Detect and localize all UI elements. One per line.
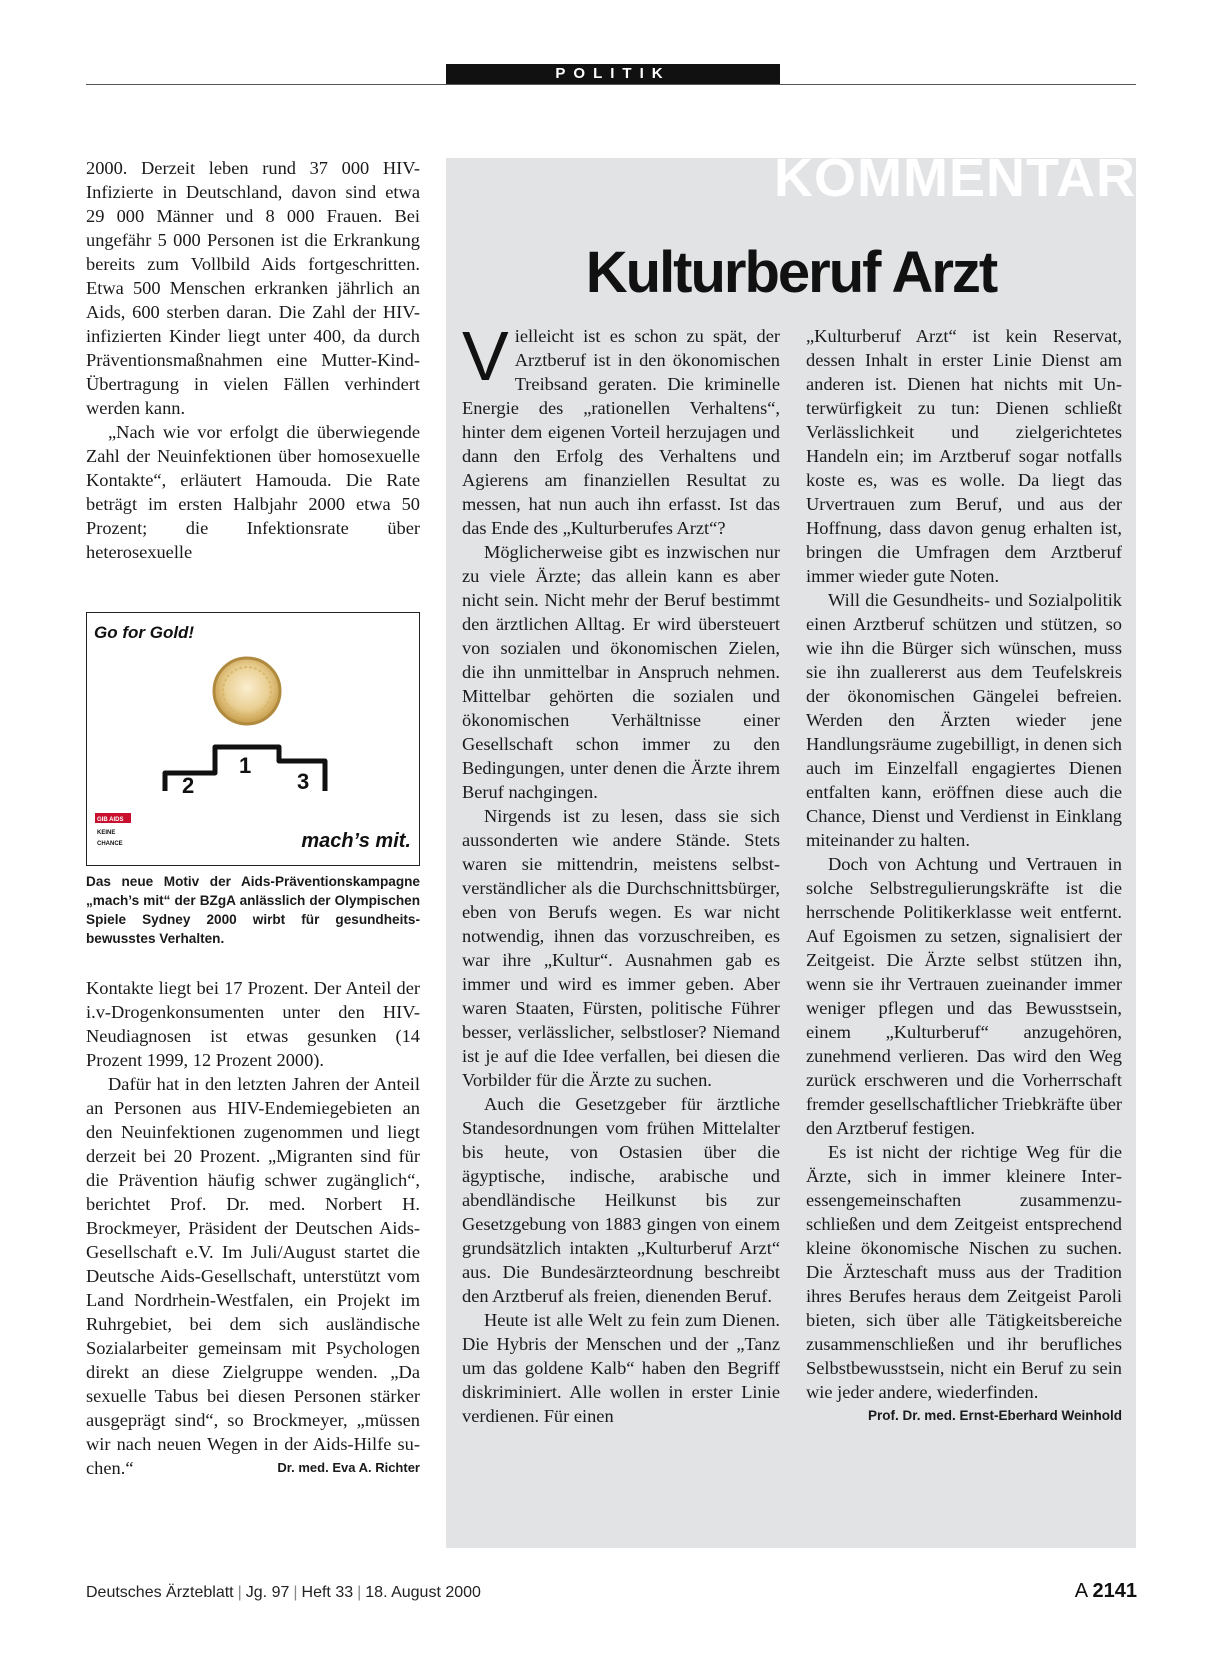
figure-slogan: mach’s mit. [301, 830, 411, 852]
paragraph: Möglicherweise gibt es inzwischen nur zu viele Ärzte; das allein kann es aber nicht sein. Nicht mehr der Beruf bestimmt den ärztlichen Alltag. Er wird übersteuert von sozialen und ökonomischen Zielen, die ihn unmittelbar in Anspruch nehmen. Mittelbar gehörten die sozialen und ökonomischen Verhältnisse einer Gesellschaft schon immer zu den Bedingungen, unter denen die Ärzte ihrem Beruf nachgingen. [462, 542, 780, 802]
left-column-bottom [86, 976, 420, 1480]
figure-caption: Das neue Motiv der Aids-Präventionskampagne „mach’s mit“ der BZgA anlässlich der Olympischen Spiele Sydney 2000 wirbt für gesundheitsbewusstes Verhalten. [86, 874, 420, 946]
journal-name: Deutsches Ärzteblatt [86, 1584, 234, 1601]
drop-cap: V [462, 317, 509, 395]
paragraph: „Nach wie vor erfolgt die überwiegende Zahl der Neuinfektionen über homosexuelle Kontakte“, erläutert Hamouda. Die Rate beträgt im ersten Halbjahr 2000 etwa 50 Prozent; die Infektionsrate über heterosexuelle [86, 422, 420, 562]
logo-line: CHANCE [97, 841, 123, 847]
section-label: POLITIK [446, 64, 780, 84]
page-number [1075, 1580, 1137, 1603]
paragraph: Doch von Achtung und Vertrauen in solche Selbstregulierungskräfte ist die herrschende Politikerklasse weit entfernt. Auf Egoismen zu setzen, signalisiert der Zeitgeist. Die Ärzte selbst stützen ihn, wenn sie ihr Vertrauen zueinander immer weniger pflegen und das Bewusstsein, einem „Kulturberuf“ anzugehören, zunehmend verlieren. Das wird den Weg zurück erschweren und die Vorherrschaft fremder gesellschaftlicher Triebkräfte über den Arztberuf festigen. [806, 854, 1122, 1138]
podium-label: 3 [297, 769, 310, 794]
paragraph: Kontakte liegt bei 17 Prozent. Der Anteil der i.v-Drogenkonsumenten unter den HIV-Neudiagnosen ist etwas gesunken (14 Prozent 1999, 12 Prozent 2000). [86, 978, 420, 1070]
paragraph: Auch die Gesetzgeber für ärztliche Standesordnungen vom frühen Mittelalter bis heute, von Ostasien über die ägyptische, indische, arabische und abendländische Heilkunst bis zur Gesetzgebung von 1883 gingen von einem grundsätzlich intakten „Kulturberuf Arzt“ aus. Die Bundesärzteordnung beschreibt den Arztberuf als freien, dienenden Beruf. [462, 1094, 780, 1306]
paragraph: „Kulturberuf Arzt“ ist kein Reservat, dessen Inhalt in erster Linie Dienst am anderen ist. Dienen hat nichts mit Unterwürfigkeit zu tun: Dienen schließt Verlässlichkeit und zielgerichtetes Handeln ein; im Arztberuf sogar notfalls koste es, was es wolle. Da liegt das Urvertrauen zum Beruf, und aus der Hoffnung, dass davon genug erhalten ist, bringen die Umfragen dem Arztberuf immer wieder gute Noten. [806, 326, 1122, 586]
paragraph: Will die Gesundheits- und Sozialpolitik einen Arztberuf schützen und stützen, so wie ihn die Bürger sich wünschen, muss sie ihn zuallererst aus dem Teufelskreis der ökonomischen Gängelei befreien. Werden den Ärzten wieder jene Handlungsräume zugebilligt, in denen sich auch im Einzelfall engagiertes Dienen entfalten kann, eröffnen diese auch die Chance, Dienst und Verdienst in Einklang miteinander zu halten. [806, 590, 1122, 850]
podium-medal-illustration [87, 613, 419, 865]
paragraph: Nirgends ist zu lesen, dass sie sich aussonderten wie andere Stände. Stets waren sie mittendrin, meistens selbstverständlicher als die Durchschnittsbürger, eben von Berufs wegen. Es war nicht notwendig, ihnen das vorzuschreiben, es war ihre „Kultur“. Ausnahmen gab es immer und wird es immer geben. Aber waren Staaten, Fürsten, politische Führer besser, verlässlicher, selbstloser? Niemand ist je auf die Idee verfallen, bei diesen die Vorbilder für die Ärzte zu suchen. [462, 806, 780, 1090]
commentary-column-2 [806, 324, 1122, 1426]
logo-line: GIB AIDS [97, 817, 124, 823]
paragraph: Es ist nicht der richtige Weg für die Ärzte, sich in immer kleinere Interessengemeinschaften zusammenzuschließen und dem Zeitgeist entsprechend kleine ökonomische Nischen zu suchen. Die Ärzteschaft muss aus der Tradition ihres Berufes heraus dem Zeitgeist Paroli bieten, sich über alle Tätigkeitsbereiche zusammenschließen und ihr berufliches Selbstbewusstsein, nicht ein Beruf zu sein wie jeder andere, wiederfinden. [806, 1142, 1122, 1402]
podium-label: 2 [182, 773, 195, 798]
podium-label: 1 [239, 753, 252, 778]
logo-line: KEINE [97, 830, 116, 836]
header-rule [86, 84, 1136, 85]
footer-citation: Deutsches Ärzteblatt | Jg. 97 | Heft 33 | 18. August 2000 [86, 1584, 481, 1601]
commentary-column-1 [462, 317, 780, 1428]
figure-headline: Go for Gold! [94, 623, 195, 642]
campaign-image [86, 612, 420, 866]
issue: Heft 33 [301, 1584, 354, 1601]
page-prefix: A [1074, 1580, 1087, 1602]
volume: Jg. 97 [245, 1584, 290, 1601]
paragraph: Dafür hat in den letzten Jahren der Anteil an Personen aus HIV-Endemiegebieten an den Neuinfektionen zugenommen und liegt derzeit bei 20 Prozent. „Migranten sind für die Prävention häufig schwer zugänglich“, berichtet Prof. Dr. med. Norbert H. Brockmeyer, Präsident der Deutschen Aids-Gesellschaft e.V. Im Juli/August startet die Deutsche Aids-Gesellschaft, unterstützt vom Land Nordrhein-Westfalen, ein Projekt im Ruhrgebiet, bei dem sich ausländische Sozialarbeiter gemeinsam mit Psychologen direkt an diese Zielgruppe wenden. „Da sexuelle Tabus bei diesen Personen stärker ausgeprägt sind“, so Brockmeyer, „müssen wir nach neuen Wegen in der Aids-Hilfe suchen.“ [86, 1074, 420, 1478]
issue-date: 18. August 2000 [365, 1584, 481, 1601]
paragraph: 2000. Derzeit leben rund 37 000 HIV-Infizierte in Deutschland, davon sind etwa 29 000 Männer und 8 000 Frauen. Bei ungefähr 5 000 Personen ist die Erkrankung bereits zum Vollbild Aids fortgeschritten. Etwa 500 Menschen erkranken jährlich an Aids, 600 sterben daran. Die Zahl der HIV-infizierten Kinder liegt unter 400, da durch Präventionsmaßnahmen eine Mutter-Kind-Übertragung in vielen Fällen verhindert werden kann. [86, 158, 420, 418]
byline: Dr. med. Eva A. Richter [277, 1460, 420, 1475]
page-number-value: 2141 [1092, 1580, 1137, 1602]
commentary-author: Prof. Dr. med. Ernst-Eberhard Weinhold [867, 1408, 1122, 1423]
paragraph: Heute ist alle Welt zu fein zum Dienen. Die Hybris der Menschen und der „Tanz um das goldene Kalb“ haben den Begriff diskriminiert. Alle wollen in erster Linie verdienen. Für einen [462, 1310, 780, 1426]
commentary-title: Kulturberuf Arzt [585, 240, 997, 305]
paragraph: ielleicht ist es schon zu spät, der Arztberuf ist in den ökonomischen Treibsand geraten. Die kriminelle Energie des „rationellen Verhaltens“, hinter dem eigenen Vorteil herzujagen und dann den Erfolg des Verhaltens und Agierens am finanziellen Resultat zu messen, hat nun auch ihn erfasst. Ist das das Ende des „Kulturberufes Arzt“? [462, 326, 780, 538]
left-column-top [86, 156, 420, 564]
campaign-logo [95, 813, 131, 851]
commentary-kicker: KOMMENTAR [774, 158, 1136, 208]
